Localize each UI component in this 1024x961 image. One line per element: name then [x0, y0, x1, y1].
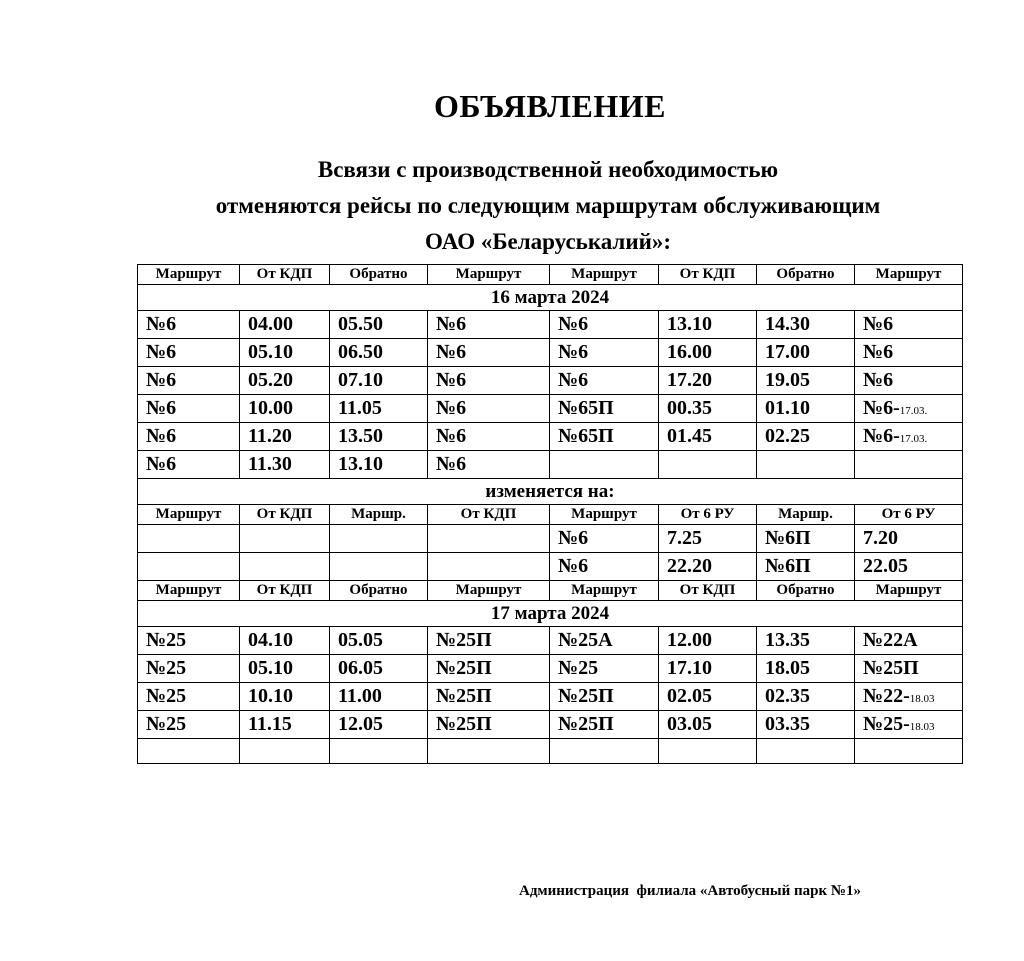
- cell-text: №6: [146, 313, 177, 335]
- table-cell: [330, 367, 428, 395]
- cell-text: №25: [146, 657, 187, 679]
- cell-text: 13.35: [765, 629, 810, 651]
- cell-text: №6П: [765, 527, 811, 549]
- cell-text: №6: [863, 313, 894, 335]
- table-cell: [428, 423, 550, 451]
- cell-text: 03.05: [667, 713, 712, 735]
- table-cell: [138, 339, 240, 367]
- cell-text: 17.00: [765, 341, 810, 363]
- cell-text: №6: [146, 453, 177, 475]
- table-row: [138, 627, 963, 655]
- cell-text: 02.35: [765, 685, 810, 707]
- cell-text: №25А: [558, 629, 613, 651]
- table-cell: [240, 367, 330, 395]
- table-cell: [757, 311, 855, 339]
- table-row: [138, 339, 963, 367]
- cell-text: 14.30: [765, 313, 810, 335]
- table-cell: [757, 451, 855, 479]
- column-header: Маршрут: [855, 265, 963, 285]
- cell-text: №6: [146, 425, 177, 447]
- column-header: Маршр.: [757, 505, 855, 525]
- table-cell: [240, 395, 330, 423]
- cell-text: 01.45: [667, 425, 712, 447]
- table-cell: [659, 655, 757, 683]
- cell-text: №6: [436, 397, 467, 419]
- cell-text: 05.50: [338, 313, 383, 335]
- table-cell: [550, 525, 659, 553]
- section-change-row: [138, 479, 963, 505]
- table-cell: [240, 339, 330, 367]
- cell-text: №6-: [863, 397, 900, 419]
- table-cell: [240, 423, 330, 451]
- table-cell: [138, 655, 240, 683]
- table-cell: [855, 627, 963, 655]
- table-cell: [855, 311, 963, 339]
- table-cell: [550, 339, 659, 367]
- cell-text: 11.00: [338, 685, 382, 707]
- cell-text: 00.35: [667, 397, 712, 419]
- table-cell: [550, 711, 659, 739]
- table-cell: [757, 655, 855, 683]
- table-cell: [240, 525, 330, 553]
- date-note: 17.03.: [899, 405, 928, 417]
- cell-text: №6: [558, 527, 589, 549]
- section-date-16: 16 марта 2024: [138, 285, 963, 311]
- section-date-17-row: [138, 601, 963, 627]
- column-header: Маршр.: [330, 505, 428, 525]
- cell-text: №65П: [558, 397, 614, 419]
- cell-text: №6-: [863, 425, 900, 447]
- cell-text: №25П: [436, 629, 492, 651]
- date-note: 17.03.: [899, 433, 928, 445]
- table-cell: [855, 739, 963, 764]
- cell-text: 02.05: [667, 685, 712, 707]
- cell-text: 13.50: [338, 425, 383, 447]
- section-date-16-row: [138, 285, 963, 311]
- cell-text: №25-: [863, 713, 910, 735]
- table-cell: [550, 395, 659, 423]
- table-cell: [757, 395, 855, 423]
- header-row-2: [138, 505, 963, 525]
- page-title: ОБЪЯВЛЕНИЕ: [434, 88, 666, 124]
- table-cell: [428, 739, 550, 764]
- table-cell: [855, 367, 963, 395]
- table-row: [138, 395, 963, 423]
- table-cell: [659, 627, 757, 655]
- table-cell: [330, 553, 428, 581]
- schedule-table: [137, 264, 963, 764]
- table-cell: [428, 367, 550, 395]
- table-cell: [757, 739, 855, 764]
- cell-text: 7.25: [667, 527, 702, 549]
- column-header: Обратно: [330, 265, 428, 285]
- intro-line-3: ОАО «Беларуськалий»:: [425, 229, 671, 254]
- table-cell: [138, 423, 240, 451]
- cell-text: №25П: [863, 657, 919, 679]
- cell-text: №6П: [765, 555, 811, 577]
- cell-text: №25П: [558, 685, 614, 707]
- table-cell: [330, 339, 428, 367]
- table-cell: [757, 553, 855, 581]
- section-change: изменяется на:: [138, 479, 963, 505]
- table-cell: [659, 711, 757, 739]
- cell-text: №22-: [863, 685, 910, 707]
- column-header: От КДП: [240, 581, 330, 601]
- table-cell: [240, 683, 330, 711]
- column-header: От 6 РУ: [659, 505, 757, 525]
- cell-text: 05.20: [248, 369, 293, 391]
- intro-line-1: Всвязи с производственной необходимостью: [317, 157, 779, 182]
- table-cell: [550, 553, 659, 581]
- column-header: Маршрут: [855, 581, 963, 601]
- table-cell: [138, 451, 240, 479]
- table-cell: [240, 655, 330, 683]
- cell-text: №25П: [436, 685, 492, 707]
- cell-text: 04.00: [248, 313, 293, 335]
- table-cell: [659, 525, 757, 553]
- cell-text: 19.05: [765, 369, 810, 391]
- table-cell: [138, 739, 240, 764]
- table-cell: [659, 367, 757, 395]
- table-cell: [757, 367, 855, 395]
- table-cell: [659, 683, 757, 711]
- footer-signature: Администрация филиала «Автобусный парк №1»: [519, 883, 861, 899]
- table-cell: [659, 395, 757, 423]
- table-cell: [428, 683, 550, 711]
- cell-text: №65П: [558, 425, 614, 447]
- table-cell: [550, 627, 659, 655]
- cell-text: №25: [558, 657, 599, 679]
- table-cell: [428, 451, 550, 479]
- cell-text: 01.10: [765, 397, 810, 419]
- table-cell: [550, 683, 659, 711]
- cell-text: 22.05: [863, 555, 908, 577]
- table-cell: [330, 739, 428, 764]
- table-cell: [330, 525, 428, 553]
- table-cell: [855, 339, 963, 367]
- cell-text: №25: [146, 629, 187, 651]
- table-row: [138, 367, 963, 395]
- cell-text: 13.10: [667, 313, 712, 335]
- table-cell: [757, 627, 855, 655]
- table-cell: [138, 711, 240, 739]
- table-cell: [659, 339, 757, 367]
- table-cell: [330, 311, 428, 339]
- table-cell: [757, 423, 855, 451]
- column-header: Маршрут: [428, 581, 550, 601]
- column-header: Маршрут: [138, 265, 240, 285]
- cell-text: 17.10: [667, 657, 712, 679]
- column-header: Маршрут: [550, 581, 659, 601]
- table-cell: [330, 711, 428, 739]
- cell-text: №6: [436, 453, 467, 475]
- cell-text: 10.10: [248, 685, 293, 707]
- column-header: От 6 РУ: [855, 505, 963, 525]
- table-row: [138, 525, 963, 553]
- table-cell: [428, 525, 550, 553]
- cell-text: №25: [146, 713, 187, 735]
- column-header: Обратно: [757, 265, 855, 285]
- cell-text: №6: [436, 313, 467, 335]
- table-cell: [428, 553, 550, 581]
- cell-text: №6: [436, 425, 467, 447]
- cell-text: 17.20: [667, 369, 712, 391]
- cell-text: №6: [146, 397, 177, 419]
- table-cell: [330, 395, 428, 423]
- cell-text: 02.25: [765, 425, 810, 447]
- table-cell: [659, 311, 757, 339]
- cell-text: 03.35: [765, 713, 810, 735]
- cell-text: 06.05: [338, 657, 383, 679]
- table-cell: [550, 367, 659, 395]
- cell-text: 12.00: [667, 629, 712, 651]
- cell-text: №6: [146, 369, 177, 391]
- table-cell: [138, 311, 240, 339]
- cell-text: 13.10: [338, 453, 383, 475]
- table-cell: [550, 451, 659, 479]
- table-cell: [240, 311, 330, 339]
- cell-text: №6: [558, 369, 589, 391]
- empty-row: [138, 739, 963, 764]
- table-row: [138, 423, 963, 451]
- cell-text: 11.20: [248, 425, 292, 447]
- column-header: Обратно: [757, 581, 855, 601]
- table-cell: [138, 367, 240, 395]
- column-header: Маршрут: [550, 505, 659, 525]
- table-cell: [240, 553, 330, 581]
- table-cell: [330, 655, 428, 683]
- table-row: [138, 553, 963, 581]
- table-cell: [330, 683, 428, 711]
- cell-text: №25П: [436, 657, 492, 679]
- table-cell: [240, 627, 330, 655]
- table-cell: [757, 711, 855, 739]
- cell-text: 18.05: [765, 657, 810, 679]
- table-cell: [240, 451, 330, 479]
- table-cell: [240, 711, 330, 739]
- cell-text: 12.05: [338, 713, 383, 735]
- table-cell: [550, 739, 659, 764]
- cell-text: 11.05: [338, 397, 382, 419]
- table-row: [138, 683, 963, 711]
- cell-text: 10.00: [248, 397, 293, 419]
- table-cell: [138, 525, 240, 553]
- header-row-3: [138, 581, 963, 601]
- cell-text: 05.05: [338, 629, 383, 651]
- cell-text: 16.00: [667, 341, 712, 363]
- cell-text: №6: [558, 341, 589, 363]
- cell-text: №6: [436, 369, 467, 391]
- column-header: Обратно: [330, 581, 428, 601]
- table-cell: [659, 451, 757, 479]
- table-cell: [428, 711, 550, 739]
- table-cell: [240, 739, 330, 764]
- table-cell: [855, 525, 963, 553]
- header-row-1: [138, 265, 963, 285]
- cell-text: 22.20: [667, 555, 712, 577]
- table-row: [138, 655, 963, 683]
- table-cell: [428, 395, 550, 423]
- column-header: От КДП: [428, 505, 550, 525]
- column-header: Маршрут: [428, 265, 550, 285]
- cell-text: №6: [863, 369, 894, 391]
- column-header: От КДП: [659, 265, 757, 285]
- cell-text: №25П: [558, 713, 614, 735]
- table-cell: [428, 311, 550, 339]
- cell-text: №6: [436, 341, 467, 363]
- cell-text: №22А: [863, 629, 918, 651]
- table-cell: [855, 553, 963, 581]
- table-row: [138, 451, 963, 479]
- table-cell: [757, 339, 855, 367]
- table-cell: [428, 339, 550, 367]
- table-cell: [855, 655, 963, 683]
- table-row: [138, 311, 963, 339]
- cell-text: №6: [558, 555, 589, 577]
- cell-text: 07.10: [338, 369, 383, 391]
- table-cell: [855, 683, 963, 711]
- table-cell: [550, 423, 659, 451]
- table-cell: [855, 451, 963, 479]
- table-cell: [659, 739, 757, 764]
- column-header: Маршрут: [550, 265, 659, 285]
- table-cell: [428, 655, 550, 683]
- cell-text: №25: [146, 685, 187, 707]
- table-cell: [757, 525, 855, 553]
- cell-text: №25П: [436, 713, 492, 735]
- column-header: От КДП: [659, 581, 757, 601]
- date-note: 18.03: [909, 721, 935, 733]
- cell-text: 05.10: [248, 657, 293, 679]
- date-note: 18.03: [909, 693, 935, 705]
- table-cell: [330, 627, 428, 655]
- table-cell: [550, 311, 659, 339]
- column-header: От КДП: [240, 265, 330, 285]
- cell-text: 11.15: [248, 713, 292, 735]
- cell-text: №6: [146, 341, 177, 363]
- column-header: Маршрут: [138, 505, 240, 525]
- table-cell: [550, 655, 659, 683]
- table-cell: [330, 451, 428, 479]
- table-cell: [138, 683, 240, 711]
- table-cell: [428, 627, 550, 655]
- cell-text: 05.10: [248, 341, 293, 363]
- cell-text: 06.50: [338, 341, 383, 363]
- column-header: От КДП: [240, 505, 330, 525]
- table-cell: [659, 423, 757, 451]
- table-cell: [855, 395, 963, 423]
- cell-text: 11.30: [248, 453, 292, 475]
- column-header: Маршрут: [138, 581, 240, 601]
- table-cell: [138, 395, 240, 423]
- cell-text: 04.10: [248, 629, 293, 651]
- table-cell: [659, 553, 757, 581]
- table-cell: [330, 423, 428, 451]
- table-cell: [138, 553, 240, 581]
- section-date-17: 17 марта 2024: [138, 601, 963, 627]
- cell-text: 7.20: [863, 527, 898, 549]
- cell-text: №6: [558, 313, 589, 335]
- table-cell: [757, 683, 855, 711]
- cell-text: №6: [863, 341, 894, 363]
- table-cell: [855, 711, 963, 739]
- table-cell: [138, 627, 240, 655]
- table-row: [138, 711, 963, 739]
- table-cell: [855, 423, 963, 451]
- intro-line-2: отменяются рейсы по следующим маршрутам обслуживающим: [215, 193, 881, 218]
